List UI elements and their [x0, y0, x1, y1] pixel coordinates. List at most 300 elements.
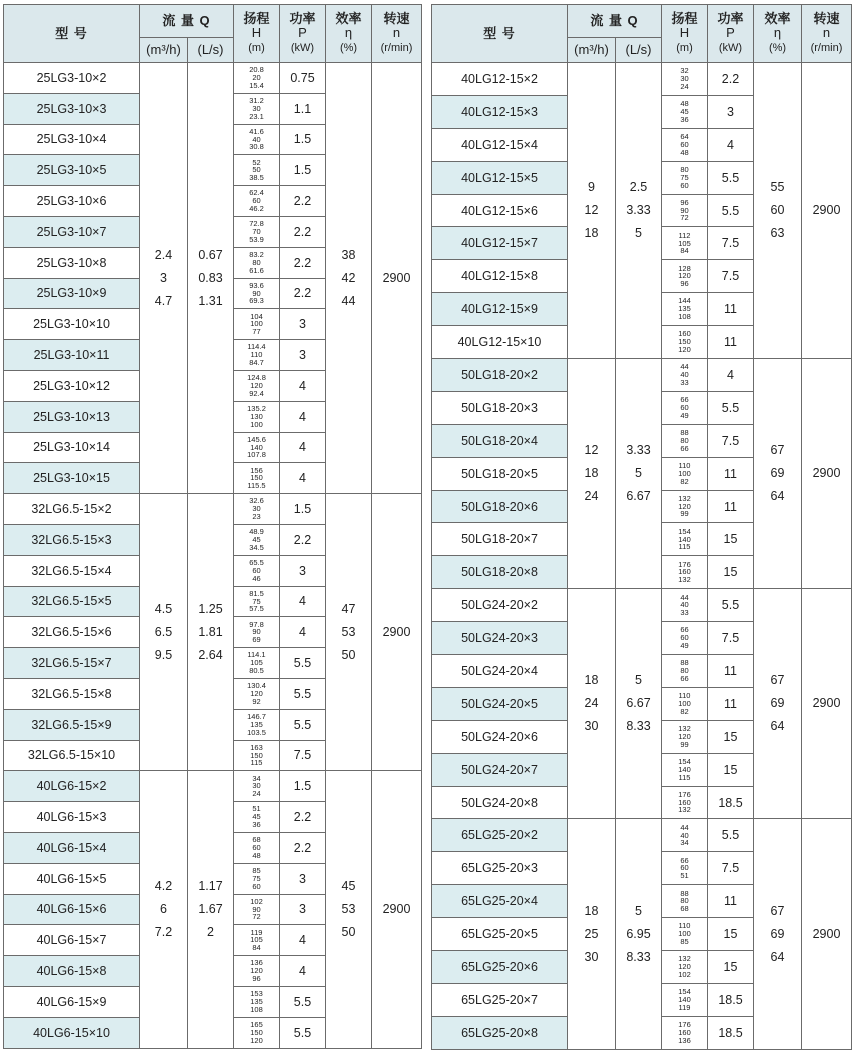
- value-line: 105: [250, 658, 263, 668]
- value-line: 120: [678, 962, 691, 972]
- value-line: 69: [252, 635, 261, 645]
- value-line: 52: [252, 157, 261, 167]
- flow-m3h-cell: [568, 359, 616, 589]
- power-cell: 7.5: [708, 852, 754, 885]
- model-cell: 40LG12-15×5: [432, 161, 568, 194]
- head-cell: [234, 586, 280, 617]
- head-cell: [662, 951, 708, 984]
- value-line: 5: [635, 466, 642, 481]
- head-cell: [234, 832, 280, 863]
- flow-m3h-cell: [140, 63, 188, 494]
- power-cell: 2.2: [280, 247, 326, 278]
- value-line: 49: [680, 410, 689, 420]
- value-line: 66: [680, 443, 689, 453]
- model-cell: 32LG6.5-15×6: [4, 617, 140, 648]
- head-cell: [662, 457, 708, 490]
- speed-cell: 2900: [802, 359, 852, 589]
- value-line: 34: [252, 773, 261, 783]
- value-line: 60: [770, 203, 785, 217]
- model-cell: 50LG24-20×4: [432, 655, 568, 688]
- speed-header: 转速 n (r/min): [372, 5, 422, 63]
- power-cell: 3: [280, 894, 326, 925]
- value-line: 136: [678, 1035, 691, 1045]
- model-cell: 25LG3-10×4: [4, 124, 140, 155]
- value-line: 51: [680, 871, 689, 881]
- power-cell: 4: [280, 370, 326, 401]
- power-cell: 4: [280, 956, 326, 987]
- value-line: 90: [252, 904, 261, 914]
- head-cell: [662, 983, 708, 1016]
- speed-cell: 2900: [802, 63, 852, 359]
- power-cell: 2.2: [280, 186, 326, 217]
- value-line: 176: [678, 1020, 691, 1030]
- value-line: 34: [680, 838, 689, 848]
- table-row: [432, 359, 852, 392]
- value-line: 8.33: [626, 949, 651, 964]
- head-cell: [234, 986, 280, 1017]
- value-line: 33: [680, 608, 689, 618]
- value-line: 20.8: [249, 65, 264, 75]
- value-line: 46: [252, 573, 261, 583]
- head-cell: [662, 490, 708, 523]
- value-line: 102: [678, 969, 691, 979]
- value-line: 165: [250, 1019, 263, 1029]
- value-line: 120: [250, 966, 263, 976]
- table-row: [432, 589, 852, 622]
- head-cell: [662, 161, 708, 194]
- value-line: 150: [250, 1027, 263, 1037]
- model-cell: 40LG6-15×7: [4, 925, 140, 956]
- power-cell: 0.75: [280, 63, 326, 94]
- head-cell: [662, 885, 708, 918]
- value-line: 44: [341, 293, 356, 308]
- value-line: 84: [680, 246, 689, 256]
- power-cell: 15: [708, 918, 754, 951]
- head-cell: [662, 556, 708, 589]
- head-cell: [662, 1016, 708, 1049]
- head-cell: [662, 391, 708, 424]
- head-cell: [234, 340, 280, 371]
- flow-m3h-cell: [568, 589, 616, 819]
- power-cell: 5.5: [280, 648, 326, 679]
- model-cell: 32LG6.5-15×3: [4, 524, 140, 555]
- value-line: 6.5: [154, 624, 173, 639]
- value-line: 48: [252, 850, 261, 860]
- flow-unit-ls: (L/s): [188, 38, 234, 63]
- head-cell: [234, 894, 280, 925]
- value-line: 45: [341, 878, 356, 893]
- value-line: 1.81: [198, 624, 223, 639]
- speed-cell: 2900: [372, 63, 422, 494]
- value-line: 34.5: [249, 542, 264, 552]
- model-cell: 40LG12-15×6: [432, 194, 568, 227]
- value-line: 120: [250, 1035, 263, 1045]
- model-cell: 50LG24-20×5: [432, 687, 568, 720]
- value-line: 40: [252, 134, 261, 144]
- value-line: 68: [680, 904, 689, 914]
- power-cell: 7.5: [708, 260, 754, 293]
- value-line: 114.4: [247, 342, 266, 352]
- value-line: 115.5: [247, 481, 266, 491]
- value-line: 100: [678, 698, 691, 708]
- head-cell: [662, 819, 708, 852]
- model-cell: 32LG6.5-15×9: [4, 709, 140, 740]
- value-line: 145.6: [247, 434, 266, 444]
- efficiency-cell: [754, 359, 802, 589]
- power-cell: 15: [708, 951, 754, 984]
- value-line: 88: [680, 888, 689, 898]
- value-line: 115: [678, 772, 691, 782]
- model-cell: 50LG18-20×2: [432, 359, 568, 392]
- value-line: 32.6: [249, 496, 264, 506]
- value-line: 80: [680, 666, 689, 676]
- value-line: 114.1: [247, 650, 266, 660]
- power-cell: 15: [708, 523, 754, 556]
- value-line: 40: [680, 370, 689, 380]
- head-cell: [234, 678, 280, 709]
- value-line: 30: [680, 74, 689, 84]
- flow-unit-ls: (L/s): [616, 38, 662, 63]
- value-line: 154: [678, 756, 691, 766]
- value-line: 119: [678, 1002, 691, 1012]
- value-line: 45: [680, 106, 689, 116]
- value-line: 51: [252, 804, 261, 814]
- value-line: 84.7: [249, 357, 264, 367]
- value-line: 90: [680, 205, 689, 215]
- power-cell: 1.5: [280, 124, 326, 155]
- head-cell: [662, 852, 708, 885]
- model-cell: 40LG6-15×9: [4, 986, 140, 1017]
- value-line: 82: [680, 476, 689, 486]
- value-line: 64: [770, 949, 785, 964]
- efficiency-cell: [754, 589, 802, 819]
- model-cell: 40LG6-15×6: [4, 894, 140, 925]
- value-line: 99: [680, 739, 689, 749]
- power-cell: 4: [280, 401, 326, 432]
- value-line: 82: [680, 706, 689, 716]
- model-cell: 32LG6.5-15×5: [4, 586, 140, 617]
- value-line: 150: [250, 750, 263, 760]
- value-line: 15.4: [249, 80, 264, 90]
- value-line: 135: [678, 304, 691, 314]
- power-cell: 11: [708, 293, 754, 326]
- value-line: 80: [680, 164, 689, 174]
- value-line: 80: [252, 257, 261, 267]
- model-cell: 25LG3-10×2: [4, 63, 140, 94]
- flow-ls-cell: [616, 589, 662, 819]
- model-cell: 65LG25-20×8: [432, 1016, 568, 1049]
- value-line: 48.9: [249, 527, 264, 537]
- head-cell: [662, 260, 708, 293]
- power-cell: 4: [708, 359, 754, 392]
- flow-unit-m3h: (m³/h): [568, 38, 616, 63]
- head-cell: [662, 687, 708, 720]
- efficiency-cell: [326, 771, 372, 1048]
- power-header: 功率 P (kW): [708, 5, 754, 63]
- value-line: 69: [770, 926, 785, 941]
- value-line: 105: [678, 238, 691, 248]
- flow-ls-cell: [616, 819, 662, 1049]
- power-cell: 11: [708, 326, 754, 359]
- power-cell: 3: [280, 340, 326, 371]
- head-cell: [662, 95, 708, 128]
- model-cell: 25LG3-10×5: [4, 155, 140, 186]
- value-line: 20: [252, 73, 261, 82]
- value-line: 68: [252, 835, 261, 845]
- value-line: 90: [252, 627, 261, 637]
- value-line: 77: [252, 327, 261, 337]
- value-line: 120: [678, 731, 691, 741]
- value-line: 75: [680, 172, 689, 182]
- head-cell: [662, 326, 708, 359]
- value-line: 69: [770, 466, 785, 481]
- value-line: 104: [250, 311, 263, 321]
- power-cell: 1.5: [280, 771, 326, 802]
- value-line: 60: [680, 402, 689, 412]
- power-cell: 11: [708, 490, 754, 523]
- model-cell: 65LG25-20×5: [432, 918, 568, 951]
- model-header: 型 号: [432, 5, 568, 63]
- power-cell: 11: [708, 687, 754, 720]
- value-line: 119: [250, 927, 263, 937]
- head-cell: [662, 589, 708, 622]
- value-line: 3.33: [626, 443, 651, 458]
- value-line: 120: [678, 501, 691, 511]
- value-line: 102: [250, 896, 263, 906]
- value-line: 80: [680, 896, 689, 906]
- value-line: 45: [252, 812, 261, 822]
- value-line: 5: [635, 673, 642, 688]
- power-cell: 2.2: [280, 524, 326, 555]
- speed-cell: 2900: [802, 819, 852, 1049]
- value-line: 132: [678, 575, 691, 585]
- value-line: 40: [680, 600, 689, 610]
- value-line: 41.6: [249, 126, 264, 136]
- value-line: 61.6: [249, 265, 264, 275]
- power-cell: 7.5: [280, 740, 326, 771]
- flow-header: 流 量 Q: [140, 5, 234, 38]
- value-line: 30: [252, 504, 261, 514]
- value-line: 44: [680, 592, 689, 602]
- value-line: 100: [678, 468, 691, 478]
- head-cell: [234, 155, 280, 186]
- power-cell: 11: [708, 885, 754, 918]
- head-cell: [662, 359, 708, 392]
- value-line: 23.1: [249, 111, 264, 121]
- power-cell: 5.5: [280, 1017, 326, 1048]
- value-line: 150: [678, 337, 691, 347]
- head-cell: [662, 293, 708, 326]
- value-line: 130.4: [247, 681, 266, 691]
- value-line: 40: [680, 830, 689, 840]
- head-cell: [662, 194, 708, 227]
- flow-header: 流 量 Q: [568, 5, 662, 38]
- value-line: 140: [678, 534, 691, 544]
- model-cell: 40LG12-15×9: [432, 293, 568, 326]
- table-header: [4, 5, 422, 63]
- value-line: 6.67: [626, 696, 651, 711]
- flow-m3h-cell: [140, 494, 188, 771]
- head-cell: [234, 925, 280, 956]
- value-line: 88: [680, 428, 689, 438]
- value-line: 69.3: [249, 296, 264, 306]
- spec-table-right: [431, 4, 852, 1050]
- model-cell: 50LG18-20×7: [432, 523, 568, 556]
- value-line: 156: [250, 465, 263, 475]
- efficiency-header: 效率 η (%): [754, 5, 802, 63]
- value-line: 154: [678, 987, 691, 997]
- head-cell: [662, 786, 708, 819]
- head-cell: [234, 863, 280, 894]
- speed-header: 转速 n (r/min): [802, 5, 852, 63]
- value-line: 2: [207, 924, 214, 939]
- value-line: 55: [770, 180, 785, 194]
- value-line: 72: [680, 213, 689, 223]
- value-line: 60: [252, 565, 261, 575]
- head-cell: [234, 370, 280, 401]
- value-line: 36: [680, 114, 689, 124]
- value-line: 1.25: [198, 601, 223, 616]
- value-line: 9.5: [154, 647, 173, 662]
- model-cell: 65LG25-20×3: [432, 852, 568, 885]
- value-line: 1.31: [198, 293, 223, 308]
- head-cell: [662, 720, 708, 753]
- head-cell: [234, 247, 280, 278]
- value-line: 120: [678, 271, 691, 281]
- value-line: 69: [770, 696, 785, 711]
- head-cell: [662, 918, 708, 951]
- power-cell: 5.5: [708, 194, 754, 227]
- value-line: 112: [678, 230, 691, 240]
- head-cell: [662, 655, 708, 688]
- value-line: 140: [250, 442, 263, 452]
- head-cell: [234, 186, 280, 217]
- value-line: 135: [250, 996, 263, 1006]
- value-line: 7.2: [154, 924, 173, 939]
- value-line: 160: [678, 797, 691, 807]
- head-cell: [662, 622, 708, 655]
- flow-unit-m3h: (m³/h): [140, 38, 188, 63]
- flow-m3h-cell: [568, 819, 616, 1049]
- value-line: 75: [252, 873, 261, 883]
- value-line: 2.4: [154, 247, 173, 262]
- value-line: 38: [341, 247, 356, 262]
- value-line: 72: [252, 912, 261, 922]
- head-header: 扬程 H (m): [234, 5, 280, 63]
- flow-ls-cell: [616, 63, 662, 359]
- head-cell: [234, 740, 280, 771]
- value-line: 96: [680, 279, 689, 289]
- head-cell: [234, 617, 280, 648]
- value-line: 3.33: [626, 203, 651, 217]
- value-line: 30.8: [249, 142, 264, 152]
- value-line: 45: [252, 534, 261, 544]
- head-cell: [662, 523, 708, 556]
- power-cell: 5.5: [708, 589, 754, 622]
- value-line: 42: [341, 270, 356, 285]
- model-cell: 25LG3-10×7: [4, 216, 140, 247]
- value-line: 62.4: [249, 188, 264, 198]
- value-line: 120: [678, 344, 691, 354]
- value-line: 136: [250, 958, 263, 968]
- value-line: 97.8: [249, 619, 264, 629]
- model-cell: 40LG6-15×5: [4, 863, 140, 894]
- value-line: 135: [250, 719, 263, 729]
- power-cell: 15: [708, 556, 754, 589]
- model-cell: 50LG24-20×3: [432, 622, 568, 655]
- value-line: 60: [680, 139, 689, 149]
- value-line: 100: [250, 419, 263, 429]
- head-cell: [662, 424, 708, 457]
- power-cell: 7.5: [708, 622, 754, 655]
- value-line: 90: [252, 288, 261, 298]
- model-cell: 25LG3-10×6: [4, 186, 140, 217]
- value-line: 105: [250, 935, 263, 945]
- power-cell: 2.2: [280, 802, 326, 833]
- flow-m3h-cell: [568, 63, 616, 359]
- model-cell: 65LG25-20×7: [432, 983, 568, 1016]
- model-cell: 25LG3-10×10: [4, 309, 140, 340]
- value-line: 0.83: [198, 270, 223, 285]
- power-cell: 4: [280, 586, 326, 617]
- model-cell: 32LG6.5-15×2: [4, 494, 140, 525]
- value-line: 18: [584, 466, 599, 481]
- power-cell: 3: [280, 863, 326, 894]
- power-cell: 1.5: [280, 494, 326, 525]
- model-cell: 50LG24-20×7: [432, 753, 568, 786]
- value-line: 120: [250, 688, 263, 698]
- value-line: 67: [770, 673, 785, 688]
- power-cell: 18.5: [708, 786, 754, 819]
- value-line: 130: [250, 411, 263, 421]
- value-line: 6.95: [626, 926, 651, 941]
- efficiency-cell: [754, 819, 802, 1049]
- value-line: 150: [250, 473, 263, 483]
- head-cell: [234, 93, 280, 124]
- value-line: 3: [160, 270, 167, 285]
- value-line: 93.6: [249, 280, 264, 290]
- model-cell: 25LG3-10×8: [4, 247, 140, 278]
- power-cell: 11: [708, 655, 754, 688]
- power-cell: 15: [708, 720, 754, 753]
- value-line: 60: [680, 633, 689, 643]
- speed-cell: 2900: [802, 589, 852, 819]
- head-cell: [662, 227, 708, 260]
- value-line: 83.2: [249, 249, 264, 259]
- value-line: 24: [680, 81, 689, 91]
- head-cell: [662, 753, 708, 786]
- power-cell: 3: [280, 309, 326, 340]
- value-line: 154: [678, 526, 691, 536]
- value-line: 18: [584, 226, 599, 240]
- model-cell: 40LG12-15×8: [432, 260, 568, 293]
- speed-cell: 2900: [372, 771, 422, 1048]
- value-line: 64: [680, 132, 689, 142]
- value-line: 60: [252, 196, 261, 206]
- value-line: 50: [341, 924, 356, 939]
- value-line: 23: [252, 511, 261, 521]
- value-line: 53: [341, 624, 356, 639]
- value-line: 44: [680, 822, 689, 832]
- head-cell: [234, 124, 280, 155]
- table-row: [432, 63, 852, 96]
- value-line: 60: [252, 881, 261, 891]
- value-line: 63: [770, 226, 785, 240]
- table-body: [432, 63, 852, 1050]
- model-cell: 65LG25-20×4: [432, 885, 568, 918]
- power-cell: 5.5: [280, 986, 326, 1017]
- value-line: 6: [160, 901, 167, 916]
